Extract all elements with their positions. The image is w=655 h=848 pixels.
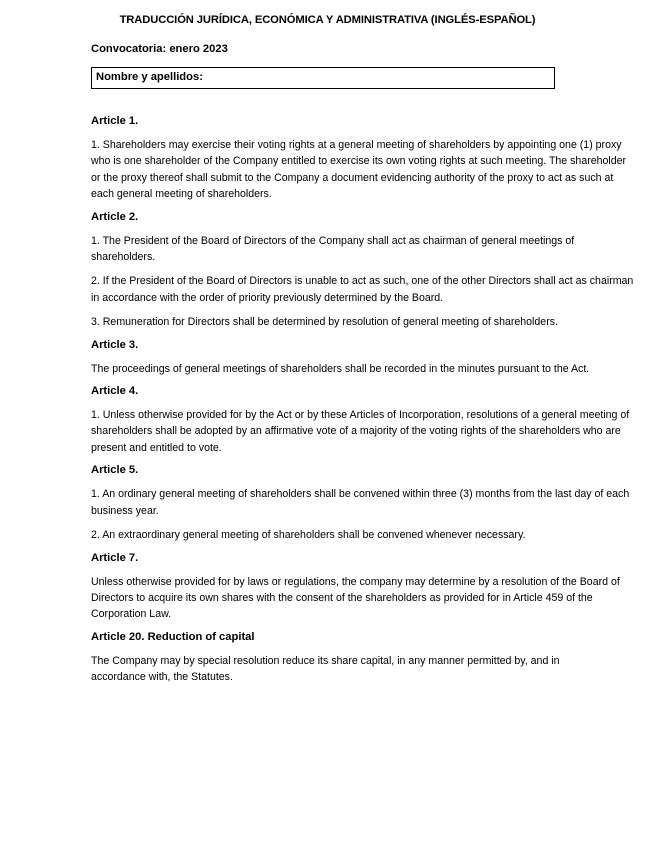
article-paragraph: 1. Shareholders may exercise their voting rights at a general meeting of shareholders by appointing one (1) proxy who is one shareholder of the Company entitled to exercise its own voting rights at such meeting. The shareholder or the proxy thereof shall submit to the Company a document evidencing authority of the proxy to act as such at each general meeting of shareholders. xyxy=(91,139,627,201)
article-heading: Article 20. Reduction of capital xyxy=(91,630,255,643)
article-20 xyxy=(91,631,635,686)
article-heading: Article 5. xyxy=(91,464,139,477)
article-heading: Article 4. xyxy=(91,385,139,398)
article-paragraph: 2. If the President of the Board of Directors is unable to act as such, one of the other Directors shall act as chairman in accordance with the order of priority previously determined by the Board. xyxy=(91,275,634,304)
article-heading: Article 3. xyxy=(91,338,139,351)
article-paragraph: 3. Remuneration for Directors shall be determined by resolution of general meeting of shareholders. xyxy=(91,316,558,329)
article-4 xyxy=(91,385,635,456)
article-heading: Article 1. xyxy=(91,115,139,127)
article-paragraph: 1. An ordinary general meeting of shareholders shall be convened within three (3) months from the last day of each business year. xyxy=(91,488,630,517)
name-field-label: Nombre y apellidos: xyxy=(96,71,203,83)
article-paragraph: 1. Unless otherwise provided for by the Act or by these Articles of Incorporation, resolutions of a general meeting of shareholders shall be adopted by an affirmative vote of a majority of the voting rights of the shareholders who are present and entitled to vote. xyxy=(91,409,630,454)
article-3 xyxy=(91,339,635,377)
article-1 xyxy=(91,115,635,203)
article-heading: Article 7. xyxy=(91,551,139,564)
article-paragraph: The proceedings of general meetings of shareholders shall be recorded in the minutes pursuant to the Act. xyxy=(91,362,590,375)
article-5 xyxy=(91,464,635,543)
article-7 xyxy=(91,552,635,623)
article-paragraph: 2. An extraordinary general meeting of shareholders shall be convened whenever necessary. xyxy=(91,529,526,542)
document-title: TRADUCCIÓN JURÍDICA, ECONÓMICA Y ADMINISTRATIVA (INGLÉS-ESPAÑOL) xyxy=(119,14,536,26)
article-paragraph: The Company may by special resolution reduce its share capital, in any manner permitted by, and in accordance with, the Statutes. xyxy=(91,654,560,684)
name-field[interactable] xyxy=(91,67,555,89)
article-paragraph: Unless otherwise provided for by laws or regulations, the company may determine by a resolution of the Board of Directors to acquire its own shares with the consent of the shareholders as provided for in Article 459 of the Corporation Law. xyxy=(91,575,620,621)
article-2 xyxy=(91,211,635,331)
article-paragraph: 1. The President of the Board of Directors of the Company shall act as chairman of general meetings of shareholders. xyxy=(91,234,575,264)
exam-call-date: Convocatoria: enero 2023 xyxy=(91,43,228,55)
article-heading: Article 2. xyxy=(91,210,139,223)
